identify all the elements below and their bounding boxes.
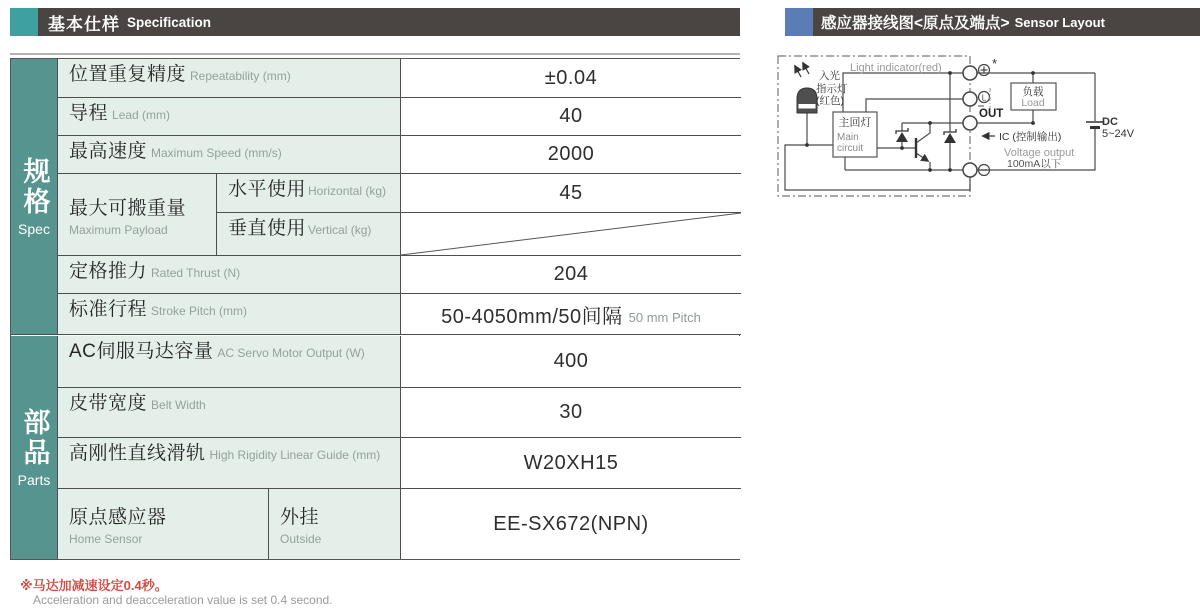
motor-accel-note-en: Acceleration and deacceleration value is set 0.4 second. [33, 593, 333, 607]
row-vertical-label [217, 213, 401, 256]
home-sensor-sub-zh: 外挂 [280, 507, 320, 528]
row-linear-guide-value [401, 438, 741, 489]
rated-thrust-en: Rated Thrust (N) [151, 266, 241, 280]
max-speed-en: Maximum Speed (mm/s) [151, 146, 282, 160]
main-circuit-en2: circuit [837, 143, 864, 154]
row-stroke-pitch-value [401, 294, 741, 335]
star-footnote-mark: * [992, 56, 998, 71]
group-band-spec [11, 59, 58, 335]
led-indicator-icon [795, 63, 817, 113]
stroke-pitch-value: 50-4050mm/50间隔 [441, 305, 623, 328]
table-top-rule [10, 53, 740, 55]
specification-header [10, 8, 740, 36]
row-rated-thrust-value [401, 256, 741, 294]
linear-guide-en: High Rigidity Linear Guide (mm) [209, 448, 381, 462]
servo-output-zh: AC伺服马达容量 [69, 341, 214, 362]
row-linear-guide-label [58, 438, 401, 489]
max-payload-en: Maximum Payload [69, 222, 168, 237]
main-circuit-en1: Main [837, 132, 859, 143]
row-max-speed-value [401, 136, 741, 174]
sensor-layout-title-zh: 感应器接线图<原点及端点> [821, 15, 1010, 32]
sensor-layout-header [785, 8, 1200, 36]
row-belt-width-label [58, 388, 401, 438]
group-parts-en: Parts [17, 471, 51, 488]
sensor-wiring-diagram [770, 50, 1200, 210]
row-repeatability-value [401, 59, 741, 98]
lead-zh: 导程 [69, 103, 109, 124]
row-stroke-pitch-label [58, 294, 401, 335]
belt-width-en: Belt Width [151, 398, 206, 412]
row-horizontal-value [401, 174, 741, 213]
group-parts-zh: 部品 [19, 407, 50, 468]
row-lead-value [401, 98, 741, 136]
current-limit-label: 100mA以下 [1007, 158, 1062, 170]
group-spec-zh: 规格 [19, 156, 50, 217]
horizontal-value: 45 [559, 181, 583, 204]
repeatability-en: Repeatability (mm) [190, 69, 291, 83]
load-zh: 负载 [1022, 86, 1044, 98]
row-servo-output-label [58, 336, 401, 388]
row-home-sensor-sub-label [269, 489, 401, 559]
not-applicable-diagonal [401, 213, 741, 255]
home-sensor-en: Home Sensor [69, 532, 143, 546]
stroke-pitch-value-note: 50 mm Pitch [628, 309, 701, 325]
row-home-sensor-label [58, 489, 269, 559]
motor-accel-note-zh: ※马达加减速设定0.4秒。 [20, 578, 168, 593]
row-rated-thrust-label [58, 256, 401, 294]
dc-range: 5~24V [1102, 128, 1135, 140]
linear-guide-zh: 高刚性直线滑轨 [69, 443, 206, 464]
row-horizontal-label [217, 174, 401, 213]
servo-output-value: 400 [553, 350, 589, 372]
vertical-zh: 垂直使用 [228, 218, 307, 239]
plus-terminal-icon [979, 65, 990, 76]
row-max-payload-label [58, 174, 217, 256]
belt-width-zh: 皮带宽度 [69, 393, 148, 414]
home-sensor-zh: 原点感应器 [69, 507, 167, 528]
stroke-pitch-en: Stroke Pitch (mm) [151, 304, 248, 318]
home-sensor-sub-en: Outside [280, 532, 322, 546]
teal-accent-square [10, 8, 38, 36]
group-spec-en: Spec [18, 220, 50, 237]
specification-title-zh: 基本仕样 [48, 14, 120, 34]
light-indicator-zh3: (红色) [816, 95, 844, 107]
stroke-pitch-zh: 标准行程 [69, 299, 148, 320]
out-label: OUT [979, 108, 1004, 120]
light-indicator-en: Light indicator(red) [850, 62, 942, 74]
lead-value: 40 [559, 105, 583, 127]
vertical-en: Vertical (kg) [308, 223, 372, 237]
specification-table [10, 58, 740, 560]
row-max-speed-label [58, 136, 401, 174]
row-belt-width-value [401, 388, 741, 438]
servo-output-en: AC Servo Motor Output (W) [217, 346, 365, 360]
home-sensor-value: EE-SX672(NPN) [493, 512, 649, 535]
l-terminal-letter: L [981, 93, 987, 103]
row-vertical-value [401, 213, 741, 256]
max-speed-zh: 最高速度 [69, 141, 148, 162]
specification-title-en: Specification [127, 14, 212, 30]
horizontal-en: Horizontal (kg) [308, 184, 387, 198]
lead-en: Lead (mm) [112, 108, 171, 122]
group-band-parts [11, 336, 58, 559]
belt-width-value: 30 [559, 401, 583, 423]
repeatability-value: ±0.04 [544, 66, 598, 89]
blue-accent-square [785, 8, 813, 36]
row-home-sensor-value [401, 489, 741, 559]
repeatability-zh: 位置重复精度 [69, 64, 187, 85]
row-repeatability-label [58, 59, 401, 98]
row-lead-label [58, 98, 401, 136]
load-en: Load [1021, 97, 1045, 109]
linear-guide-value: W20XH15 [523, 451, 619, 474]
ic-label: IC (控制输出) [999, 131, 1062, 143]
max-speed-value: 2000 [547, 143, 595, 165]
rated-thrust-value: 204 [553, 263, 589, 285]
row-servo-output-value [401, 336, 741, 388]
sensor-layout-title-en: Sensor Layout [1014, 14, 1105, 30]
dc-label: DC [1102, 116, 1118, 128]
max-payload-zh: 最大可搬重量 [69, 197, 187, 219]
voltage-output-label: Voltage output [1004, 147, 1075, 159]
terminal-circles [963, 66, 977, 177]
rated-thrust-zh: 定格推力 [69, 261, 148, 282]
main-circuit-zh: 主回灯 [838, 117, 872, 129]
light-indicator-zh1: 入光 [819, 70, 840, 82]
light-indicator-zh2: 指示灯 [816, 83, 848, 95]
horizontal-zh: 水平使用 [228, 179, 307, 200]
